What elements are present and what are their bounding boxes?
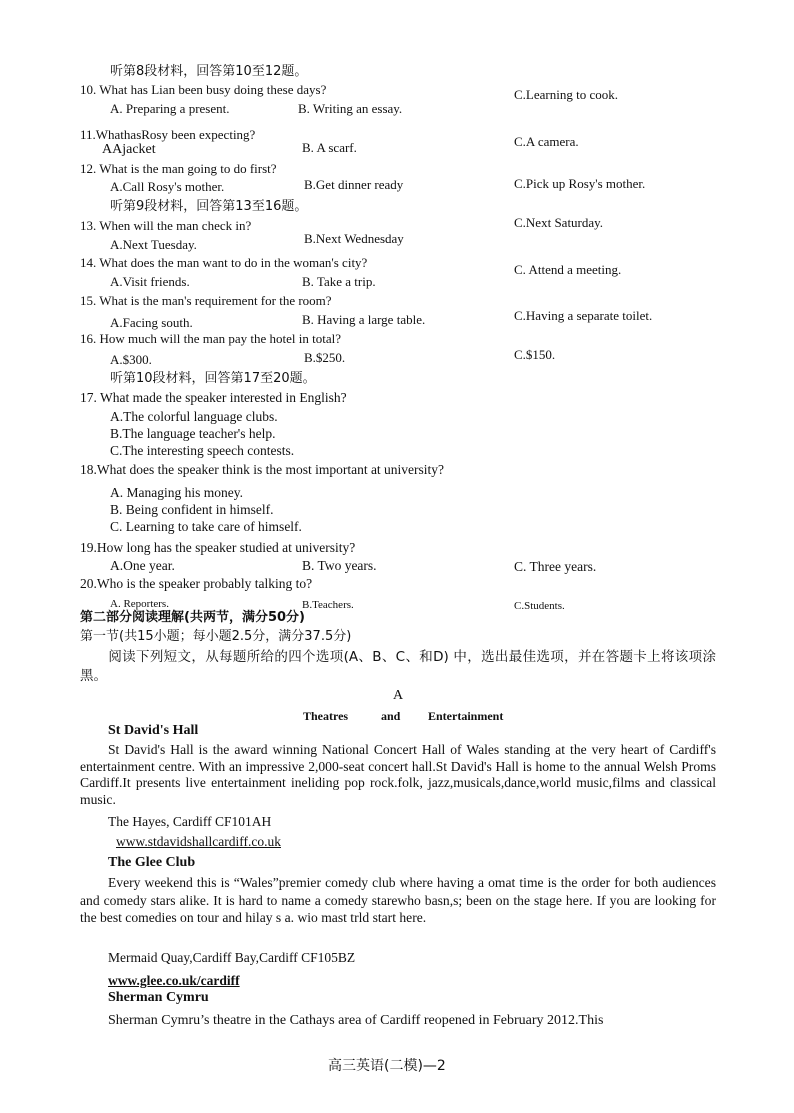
instructions <box>80 648 716 686</box>
option-b: B. Take a trip. <box>302 274 376 289</box>
option-b: B. Two years. <box>302 558 377 573</box>
option-b: B.$250. <box>304 350 346 365</box>
question-stem: 12. What is the man going to do first? <box>80 161 277 176</box>
question-stem: 19.How long has the speaker studied at university? <box>80 540 356 555</box>
option-b: B. A scarf. <box>302 140 357 155</box>
section-title: 第一节(共15小题；每小题2.5分，满分37.5分) <box>80 629 352 644</box>
option-a: A.$300. <box>110 352 152 367</box>
option-c: C.Having a separate toilet. <box>514 308 653 323</box>
option-a: A. Managing his money. <box>110 485 243 500</box>
venue-description: Sherman Cymru’s theatre in the Cathays area of Cardiff reopened in February 2012.This <box>108 1013 604 1028</box>
question-stem: 11.WhathasRosy been expecting? <box>80 127 256 142</box>
option-c: C. Attend a meeting. <box>514 262 622 277</box>
option-c: C.Students. <box>514 600 565 612</box>
venue-name: The Glee Club <box>108 855 196 870</box>
section-8-header: 听第8段材料，回答第10至12题。 <box>110 64 308 79</box>
option-c: C.$150. <box>514 347 556 362</box>
venue-website-link[interactable]: www.stdavidshallcardiff.co.uk <box>116 834 281 849</box>
option-a: A.The colorful language clubs. <box>110 409 278 424</box>
passage-title-word: Theatres <box>303 709 349 723</box>
question-stem: 20.Who is the speaker probably talking to? <box>80 576 313 591</box>
option-a: A.Call Rosy's mother. <box>110 179 225 194</box>
option-a: A.One year. <box>110 558 175 573</box>
question-stem: 14. What does the man want to do in the woman's city? <box>80 255 368 270</box>
option-a: A.Visit friends. <box>110 274 190 289</box>
option-a: A. Preparing a present. <box>110 101 230 116</box>
venue-description-text: St David's Hall is the award winning National Concert Hall of Wales standing at the very heart of Cardiff's entertainment centre. With an impressive 2,000-seat concert hall.St David's Hall is home to the annual Welsh Proms Cardiff.It presents live entertainment ineliding pop rock.folk, jazz,musicals,dance,world music,films and classical music. <box>80 742 716 807</box>
option-b: B. Writing an essay. <box>298 101 403 116</box>
venue-address: The Hayes, Cardiff CF101AH <box>108 814 272 829</box>
option-c: C. Learning to take care of himself. <box>110 519 302 534</box>
question-stem: 10. What has Lian been busy doing these days? <box>80 82 327 97</box>
option-a: AAjacket <box>102 142 156 157</box>
option-b: B.Get dinner ready <box>304 177 404 192</box>
option-c: C. Three years. <box>514 559 597 574</box>
passage-title-word: Entertainment <box>428 709 504 723</box>
question-stem: 16. How much will the man pay the hotel in total? <box>80 331 342 346</box>
option-b: B.Next Wednesday <box>304 231 404 246</box>
venue-website-link[interactable]: www.glee.co.uk/cardiff <box>108 973 240 988</box>
option-c: C.Learning to cook. <box>514 87 618 102</box>
option-a: A.Facing south. <box>110 315 193 330</box>
option-b: B. Having a large table. <box>302 312 426 327</box>
option-c: C.Next Saturday. <box>514 215 604 230</box>
question-stem: 13. When will the man check in? <box>80 218 252 233</box>
passage-title-word: and <box>381 709 401 723</box>
option-c: C.The interesting speech contests. <box>110 443 295 458</box>
venue-address: Mermaid Quay,Cardiff Bay,Cardiff CF105BZ <box>108 950 356 965</box>
question-stem: 18.What does the speaker think is the most important at university? <box>80 462 445 477</box>
section-10-header: 听第10段材料，回答第17至20题。 <box>110 371 316 386</box>
passage-letter: A <box>393 688 404 703</box>
option-a: A. Reporters. <box>110 598 169 610</box>
option-b: B. Being confident in himself. <box>110 502 274 517</box>
instructions-text: 阅读下列短文，从每题所给的四个选项(A、B、C、和D) 中，选出最佳选项，并在答题卡上将该项涂黑。 <box>80 649 716 684</box>
venue-description <box>80 874 716 927</box>
page-footer: 高三英语(二模)—2 <box>328 1058 446 1074</box>
option-a: A.Next Tuesday. <box>110 237 197 252</box>
part-title: 第二部分阅读理解(共两节，满分50分) <box>80 610 305 625</box>
option-b: B.The language teacher's help. <box>110 426 276 441</box>
option-b: B.Teachers. <box>302 599 354 611</box>
venue-description-text: Every weekend this is “Wales”premier comedy club where having a omat time is the order for both audiences and comedy stars alike. It is hard to name a comedy starewho basn,s; been on the stage here. If you are looking for the best comedies on tour and hilay s a. wio mast trld start here. <box>80 875 716 925</box>
question-stem: 17. What made the speaker interested in English? <box>80 390 347 405</box>
option-c: C.Pick up Rosy's mother. <box>514 176 646 191</box>
venue-name: Sherman Cymru <box>108 990 209 1005</box>
section-9-header: 听第9段材料，回答第13至16题。 <box>110 199 308 214</box>
venue-name: St David's Hall <box>108 723 199 738</box>
question-stem: 15. What is the man's requirement for the room? <box>80 293 332 308</box>
venue-description <box>80 742 716 808</box>
option-c: C.A camera. <box>514 134 579 149</box>
